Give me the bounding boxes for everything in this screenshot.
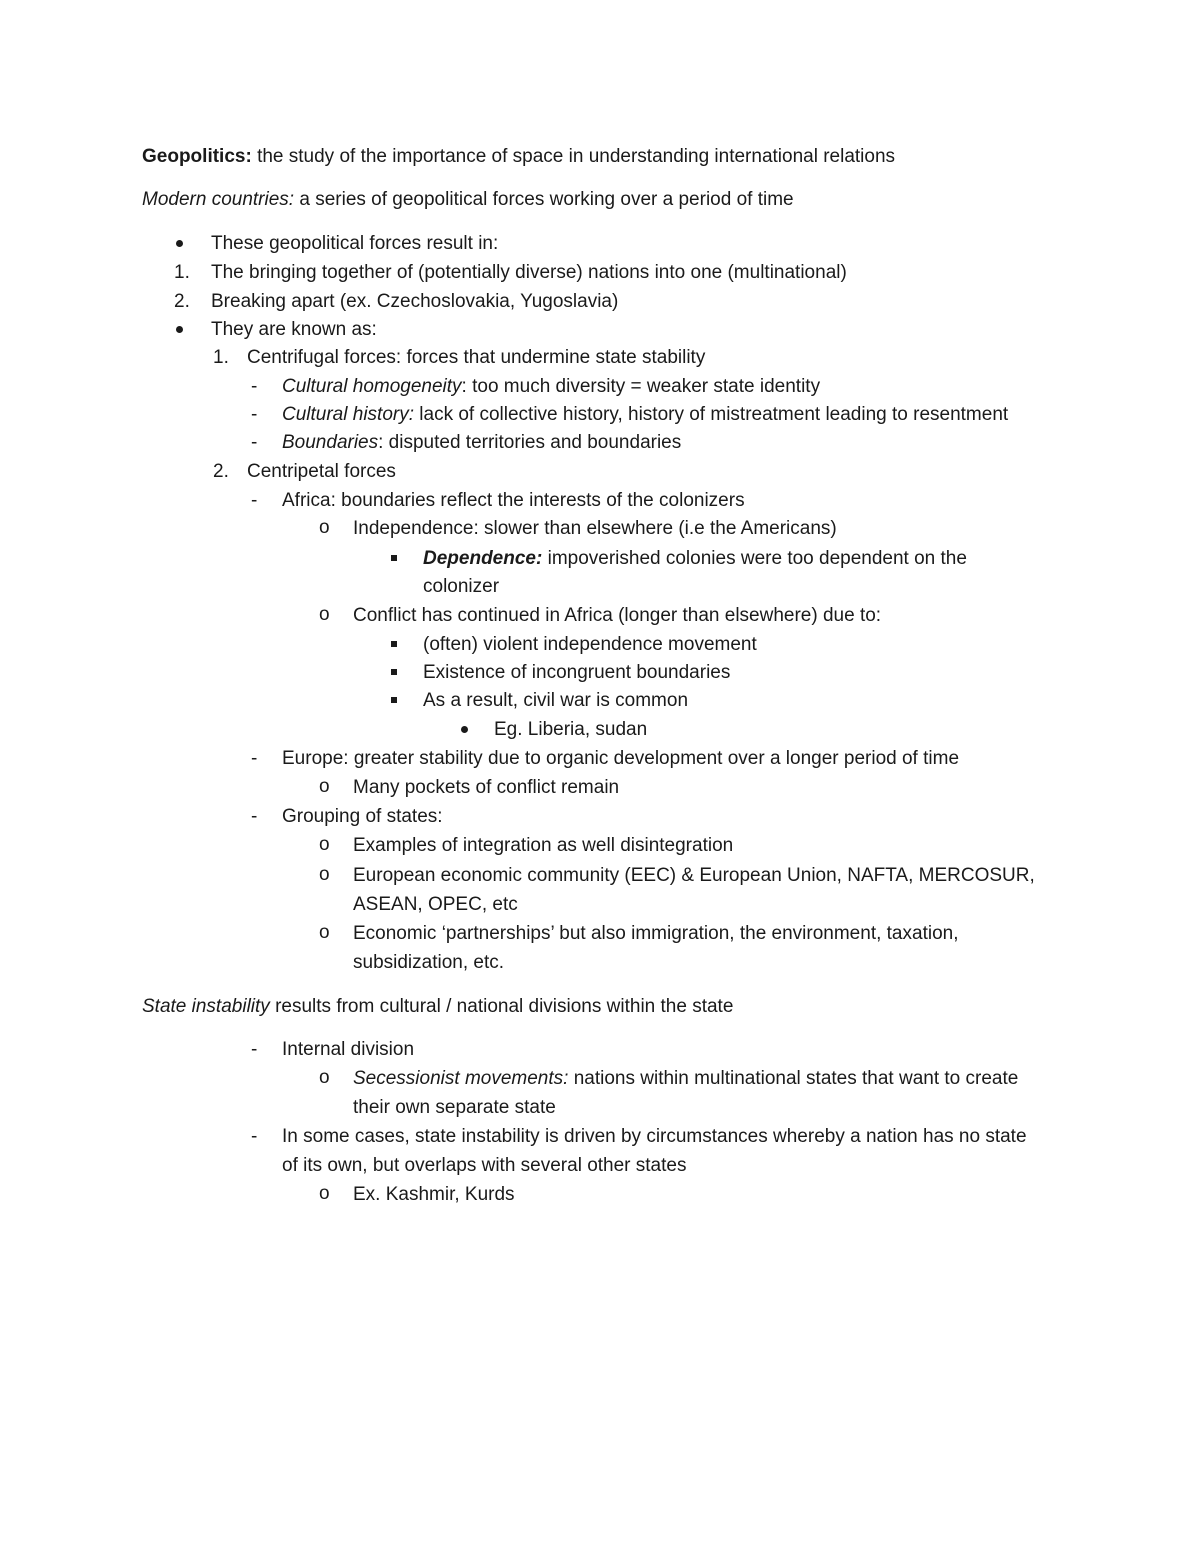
modern-countries-definition (142, 189, 794, 211)
list-item: Independence: slower than elsewhere (i.e the Americans) (353, 518, 837, 539)
dash-marker: - (251, 404, 258, 425)
list-item (282, 404, 1008, 426)
list-item: In some cases, state instability is driven by circumstances whereby a nation has no state (282, 1126, 1027, 1147)
circle-marker: o (319, 834, 330, 855)
list-item (282, 376, 820, 398)
item-text: : disputed territories and boundaries (378, 432, 682, 453)
bullet-marker (461, 726, 468, 733)
term-boundaries: Boundaries (282, 432, 379, 453)
bullet-marker (176, 240, 183, 247)
list-item: Grouping of states: (282, 806, 443, 827)
dash-marker: - (251, 376, 258, 397)
item-text: : too much diversity = weaker state identity (461, 376, 821, 397)
number-marker: 2. (174, 291, 190, 312)
term-cultural-homogeneity: Cultural homogeneity (282, 376, 462, 397)
circle-marker: o (319, 922, 330, 943)
list-item: Breaking apart (ex. Czechoslovakia, Yugoslavia) (211, 291, 619, 312)
circle-marker: o (319, 1067, 330, 1088)
item-text: lack of collective history, history of mistreatment leading to resentment (414, 404, 1009, 425)
circle-marker: o (319, 864, 330, 885)
square-marker (391, 641, 397, 647)
list-item: Existence of incongruent boundaries (423, 662, 731, 683)
list-item: Many pockets of conflict remain (353, 777, 620, 798)
square-marker (391, 697, 397, 703)
list-item (423, 548, 967, 570)
definition-text: a series of geopolitical forces working over a period of time (294, 189, 794, 210)
dash-marker: - (251, 806, 258, 827)
geopolitics-definition (142, 146, 895, 168)
list-item-continuation: colonizer (423, 576, 500, 597)
list-item: They are known as: (211, 319, 377, 340)
circle-marker: o (319, 517, 330, 538)
list-item: Europe: greater stability due to organic development over a longer period of time (282, 748, 960, 769)
list-item-continuation: their own separate state (353, 1097, 556, 1118)
list-item-continuation: subsidization, etc. (353, 952, 505, 973)
list-item: Examples of integration as well disintegration (353, 835, 734, 856)
number-marker: 1. (213, 347, 229, 368)
list-item (353, 1068, 1018, 1090)
item-text: nations within multinational states that want to create (568, 1068, 1019, 1089)
term-secessionist-movements: Secessionist movements: (353, 1068, 569, 1089)
number-marker: 2. (213, 461, 229, 482)
circle-marker: o (319, 1183, 330, 1204)
dash-marker: - (251, 1126, 258, 1147)
paragraph-text: results from cultural / national divisions within the state (269, 996, 734, 1017)
list-item: Eg. Liberia, sudan (494, 719, 648, 740)
bullet-marker (176, 326, 183, 333)
term-geopolitics: Geopolitics: (142, 146, 252, 167)
list-item: Economic ‘partnerships’ but also immigration, the environment, taxation, (353, 923, 959, 944)
dash-marker: - (251, 490, 258, 511)
circle-marker: o (319, 604, 330, 625)
list-item: Africa: boundaries reflect the interests of the colonizers (282, 490, 745, 511)
dash-marker: - (251, 748, 258, 769)
list-item-continuation: ASEAN, OPEC, etc (353, 894, 518, 915)
list-item: Centripetal forces (247, 461, 396, 482)
item-text: impoverished colonies were too dependent on the (542, 548, 967, 569)
circle-marker: o (319, 776, 330, 797)
list-item: Internal division (282, 1039, 415, 1060)
square-marker (391, 669, 397, 675)
list-item (282, 432, 681, 454)
list-item: Conflict has continued in Africa (longer than elsewhere) due to: (353, 605, 882, 626)
dash-marker: - (251, 432, 258, 453)
definition-text: the study of the importance of space in understanding international relations (251, 146, 896, 167)
term-cultural-history: Cultural history: (282, 404, 414, 425)
list-item: European economic community (EEC) & European Union, NAFTA, MERCOSUR, (353, 865, 1035, 886)
square-marker (391, 555, 397, 561)
list-item: The bringing together of (potentially diverse) nations into one (multinational) (211, 262, 847, 283)
list-item-continuation: of its own, but overlaps with several other states (282, 1155, 687, 1176)
list-item: Ex. Kashmir, Kurds (353, 1184, 515, 1205)
list-item: Centrifugal forces: forces that undermine state stability (247, 347, 706, 368)
list-item: (often) violent independence movement (423, 634, 757, 655)
list-item: These geopolitical forces result in: (211, 233, 499, 254)
number-marker: 1. (174, 262, 190, 283)
list-item: As a result, civil war is common (423, 690, 689, 711)
state-instability-paragraph (142, 996, 733, 1018)
term-state-instability: State instability (142, 996, 270, 1017)
term-dependence: Dependence: (423, 548, 543, 569)
term-modern-countries: Modern countries: (142, 189, 295, 210)
dash-marker: - (251, 1039, 258, 1060)
